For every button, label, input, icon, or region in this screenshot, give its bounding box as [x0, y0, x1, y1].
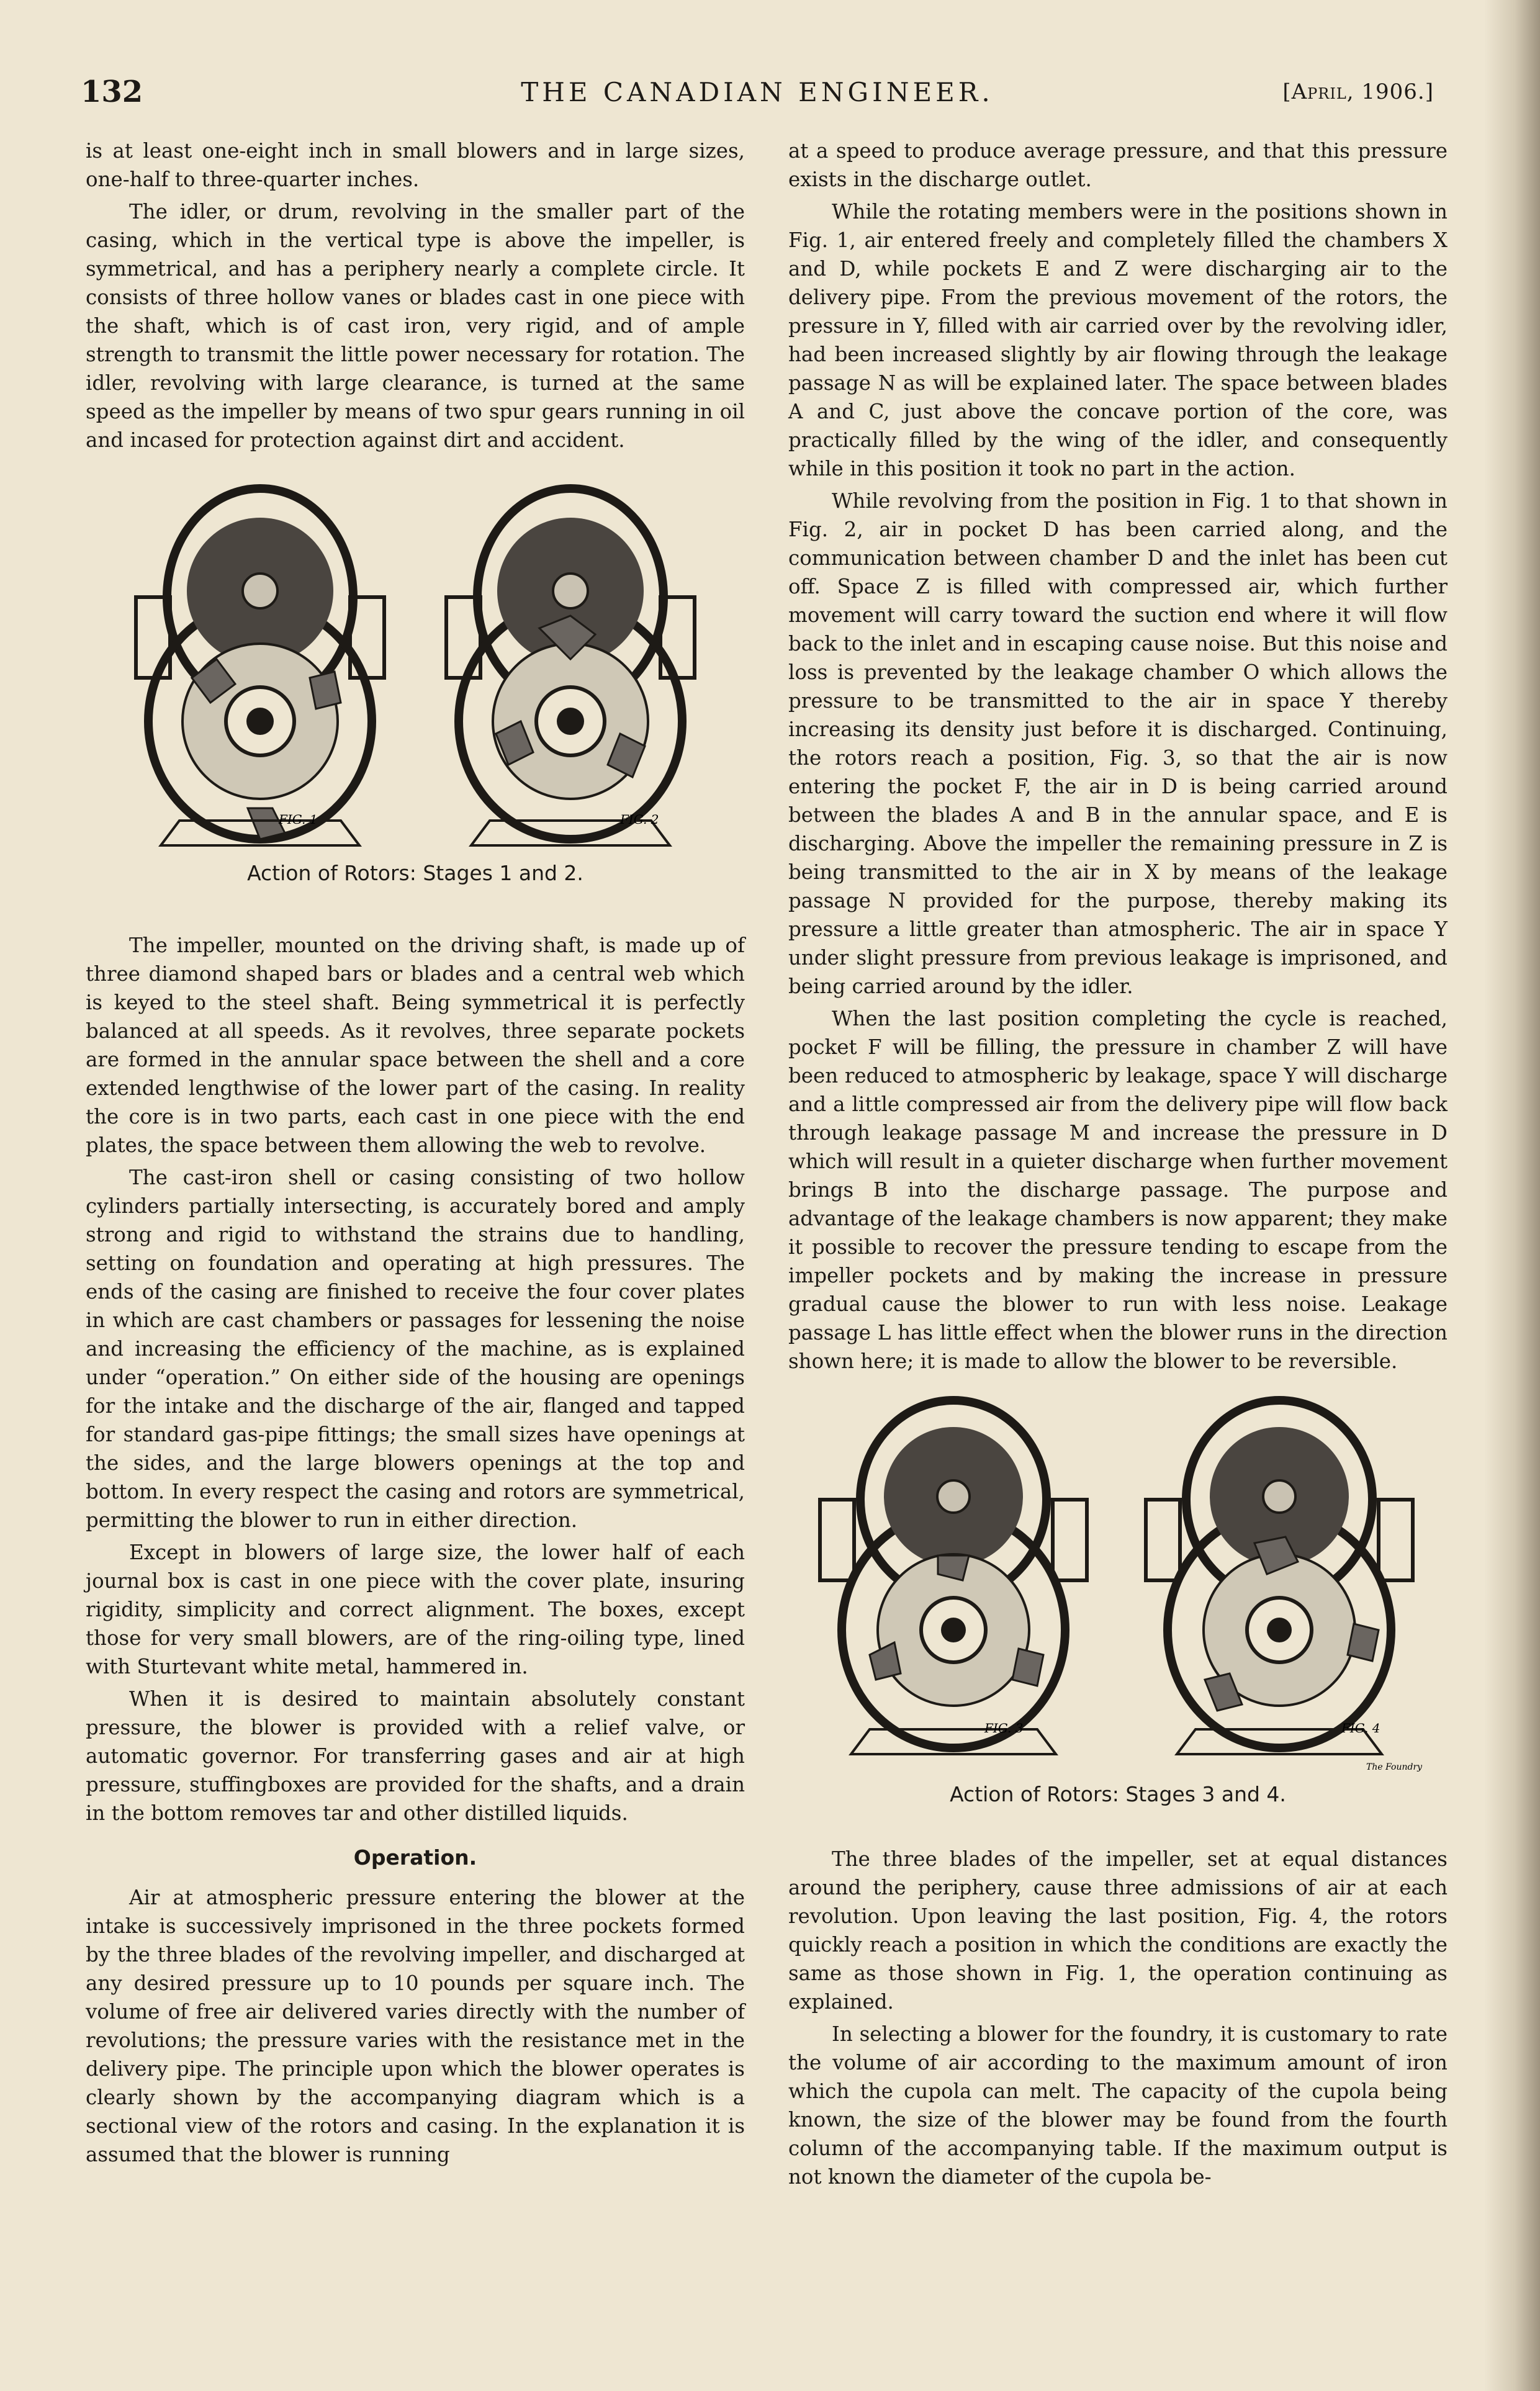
blower-fig-4: [1146, 1400, 1423, 1772]
paragraph: is at least one-eight inch in small blowers and in large sizes, one-half to three-quarter inches.: [86, 139, 745, 191]
paragraph: The cast-iron shell or casing consisting of two hollow cylinders partially intersecting, is accurately bored and amply strong and rigid to withstand the strains due to handling, setting on foundation and operating at high pressures. The ends of the casing are finished to receive the four cover plates in which are cast chambers or passages for lessening the noise and increasing the efficiency of the machine, as is explained under “operation.” On either side of the housing are openings for the intake and the discharge of the air, flanged and tapped for standard gas-pipe fittings; the small sizes have openings at the sides, and the large blowers openings at the top and bottom. In every respect the casing and rotors are symmetrical, permitting the blower to run in either direction.: [86, 1166, 745, 1532]
left-column: [86, 137, 745, 2173]
paragraph: The three blades of the impeller, set at equal distances around the periphery, cause three admissions of air at each revolution. Upon leaving the last position, Fig. 4, the rotors quickly reach a position in which the conditions are exactly the same as those shown in Fig. 1, the operation continuing as explained.: [788, 1847, 1448, 2014]
paragraph: at a speed to produce average pressure, and that this pressure exists in the discharge outlet.: [788, 139, 1448, 191]
figure-caption: Action of Rotors: Stages 3 and 4.: [950, 1782, 1286, 1806]
paragraph: The idler, or drum, revolving in the smaller part of the casing, which in the vertical type is above the impeller, is symmetrical, and has a periphery nearly a complete circle. It consists of three hollow vanes or blades cast in one piece with the shaft, which is of cast iron, very rigid, and of ample strength to transmit the little power necessary for rotation. The idler, revolving with large clearance, is turned at the same speed as the impeller by means of two spur gears running in oil and incased for protection against dirt and accident.: [86, 200, 745, 452]
fig4-label: FIG. 4: [1341, 1721, 1380, 1736]
page-header: [81, 74, 1434, 130]
paragraph: While the rotating members were in the positions shown in Fig. 1, air entered freely and completely filled the chambers X and D, while pockets E and Z were discharging air to the delivery pipe. From the previous movement of the rotors, the pressure in Y, filled with air carried over by the revolving idler, had been increased slightly by air flowing through the leakage passage N as will be explained later. The space between blades A and C, just above the concave portion of the core, was practically filled by the wing of the idler, and consequently while in this position it took no part in the action.: [788, 200, 1448, 480]
image-credit: The Foundry: [1366, 1762, 1423, 1772]
figure-caption: Action of Rotors: Stages 1 and 2.: [247, 861, 583, 885]
page-number: 132: [81, 74, 143, 109]
page-edge-shadow: [1484, 0, 1540, 2391]
right-column: [788, 137, 1448, 2195]
figure-stages-1-2: [86, 473, 745, 888]
paragraph: While revolving from the position in Fig. 1 to that shown in Fig. 2, air in pocket D has been carried along, and the communication between chamber D and the inlet has been cut off. Space Z is filled with compressed air, which further movement will carry toward the suction end where it will flow back to the inlet and in escaping cause noise. But this noise and loss is prevented by the leakage chamber O which allows the pressure to be transmitted to the air in space Y thereby increasing its density just before it is discharged. Continuing, the rotors reach a position, Fig. 3, so that the air is now entering the pocket F, the air in D is being carried around between the blades A and B in the annular space, and E is discharging. Above the impeller the remaining pressure in Z is being transmitted to the air in X by means of the leakage passage N provided for the purpose, thereby making its pressure a little greater than atmospheric. The air in space Y under slight pressure from previous leakage is imprisoned, and being carried around by the idler.: [788, 489, 1448, 998]
fig1-label: FIG. 1: [279, 812, 318, 827]
paragraph: Air at atmospheric pressure entering the blower at the intake is successively imprisoned in the three pockets formed by the three blades of the revolving impeller, and discharged at any desired pressure up to 10 pounds per square inch. The volume of free air delivered varies directly with the number of revolutions; the pressure varies with the resistance met in the delivery pipe. The principle upon which the blower operates is clearly shown by the accompanying diagram which is a sectional view of the rotors and casing. In the explanation it is assumed that the blower is running: [86, 1886, 745, 2166]
section-heading: Operation.: [353, 1845, 477, 1870]
paragraph: When the last position completing the cycle is reached, pocket F will be filling, the pressure in chamber Z will have been reduced to atmospheric by leakage, space Y will discharge and a little compressed air from the delivery pipe will flow back through leakage passage M and increase the pressure in D which will result in a quieter discharge when further movement brings B into the discharge passage. The purpose and advantage of the leakage chambers is now apparent; they make it possible to recover the pressure tending to escape from the impeller pockets and by making the increase in pressure gradual cause the blower to run with less noise. Leakage passage L has little effect when the blower runs in the direction shown here; it is made to allow the blower to be reversible.: [788, 1007, 1448, 1373]
issue-date: [April, 1906.]: [1282, 79, 1434, 104]
paragraph: The impeller, mounted on the driving shaft, is made up of three diamond shaped bars or blades and a central web which is keyed to the steel shaft. Being symmetrical it is perfectly balanced at all speeds. As it revolves, three separate pockets are formed in the annular space between the shell and a core extended lengthwise of the lower part of the casing. In reality the core is in two parts, each cast in one piece with the end plates, the space between them allowing the web to revolve.: [86, 934, 745, 1157]
paragraph: In selecting a blower for the foundry, it is customary to rate the volume of air according to the maximum amount of iron which the cupola can melt. The capacity of the cupola being known, the size of the blower may be found from the fourth column of the accompanying table. If the maximum output is not known the diameter of the cupola be-: [788, 2022, 1448, 2189]
rotor-diagram-stages-1-2: [105, 473, 726, 858]
paragraph: When it is desired to maintain absolutely constant pressure, the blower is provided with a relief valve, or automatic governor. For transferring gases and air at high pressure, stuffingboxes are provided for the shafts, and a drain in the bottom removes tar and other distilled liquids.: [86, 1687, 745, 1825]
blower-fig-2: [446, 489, 695, 845]
journal-title: THE CANADIAN ENGINEER.: [521, 77, 994, 107]
rotor-diagram-stages-3-4: [808, 1394, 1428, 1779]
blower-fig-1: [136, 489, 384, 845]
figure-stages-3-4: [788, 1394, 1448, 1809]
fig3-label: FIG. 3: [984, 1721, 1024, 1736]
fig2-label: FIG. 2: [620, 812, 659, 827]
paragraph: Except in blowers of large size, the lower half of each journal box is cast in one piece with the cover plate, insuring rigidity, simplicity and correct alignment. The boxes, except those for very small blowers, are of the ring-oiling type, lined with Sturtevant white metal, hammered in.: [86, 1541, 745, 1678]
blower-fig-3: [820, 1400, 1087, 1754]
